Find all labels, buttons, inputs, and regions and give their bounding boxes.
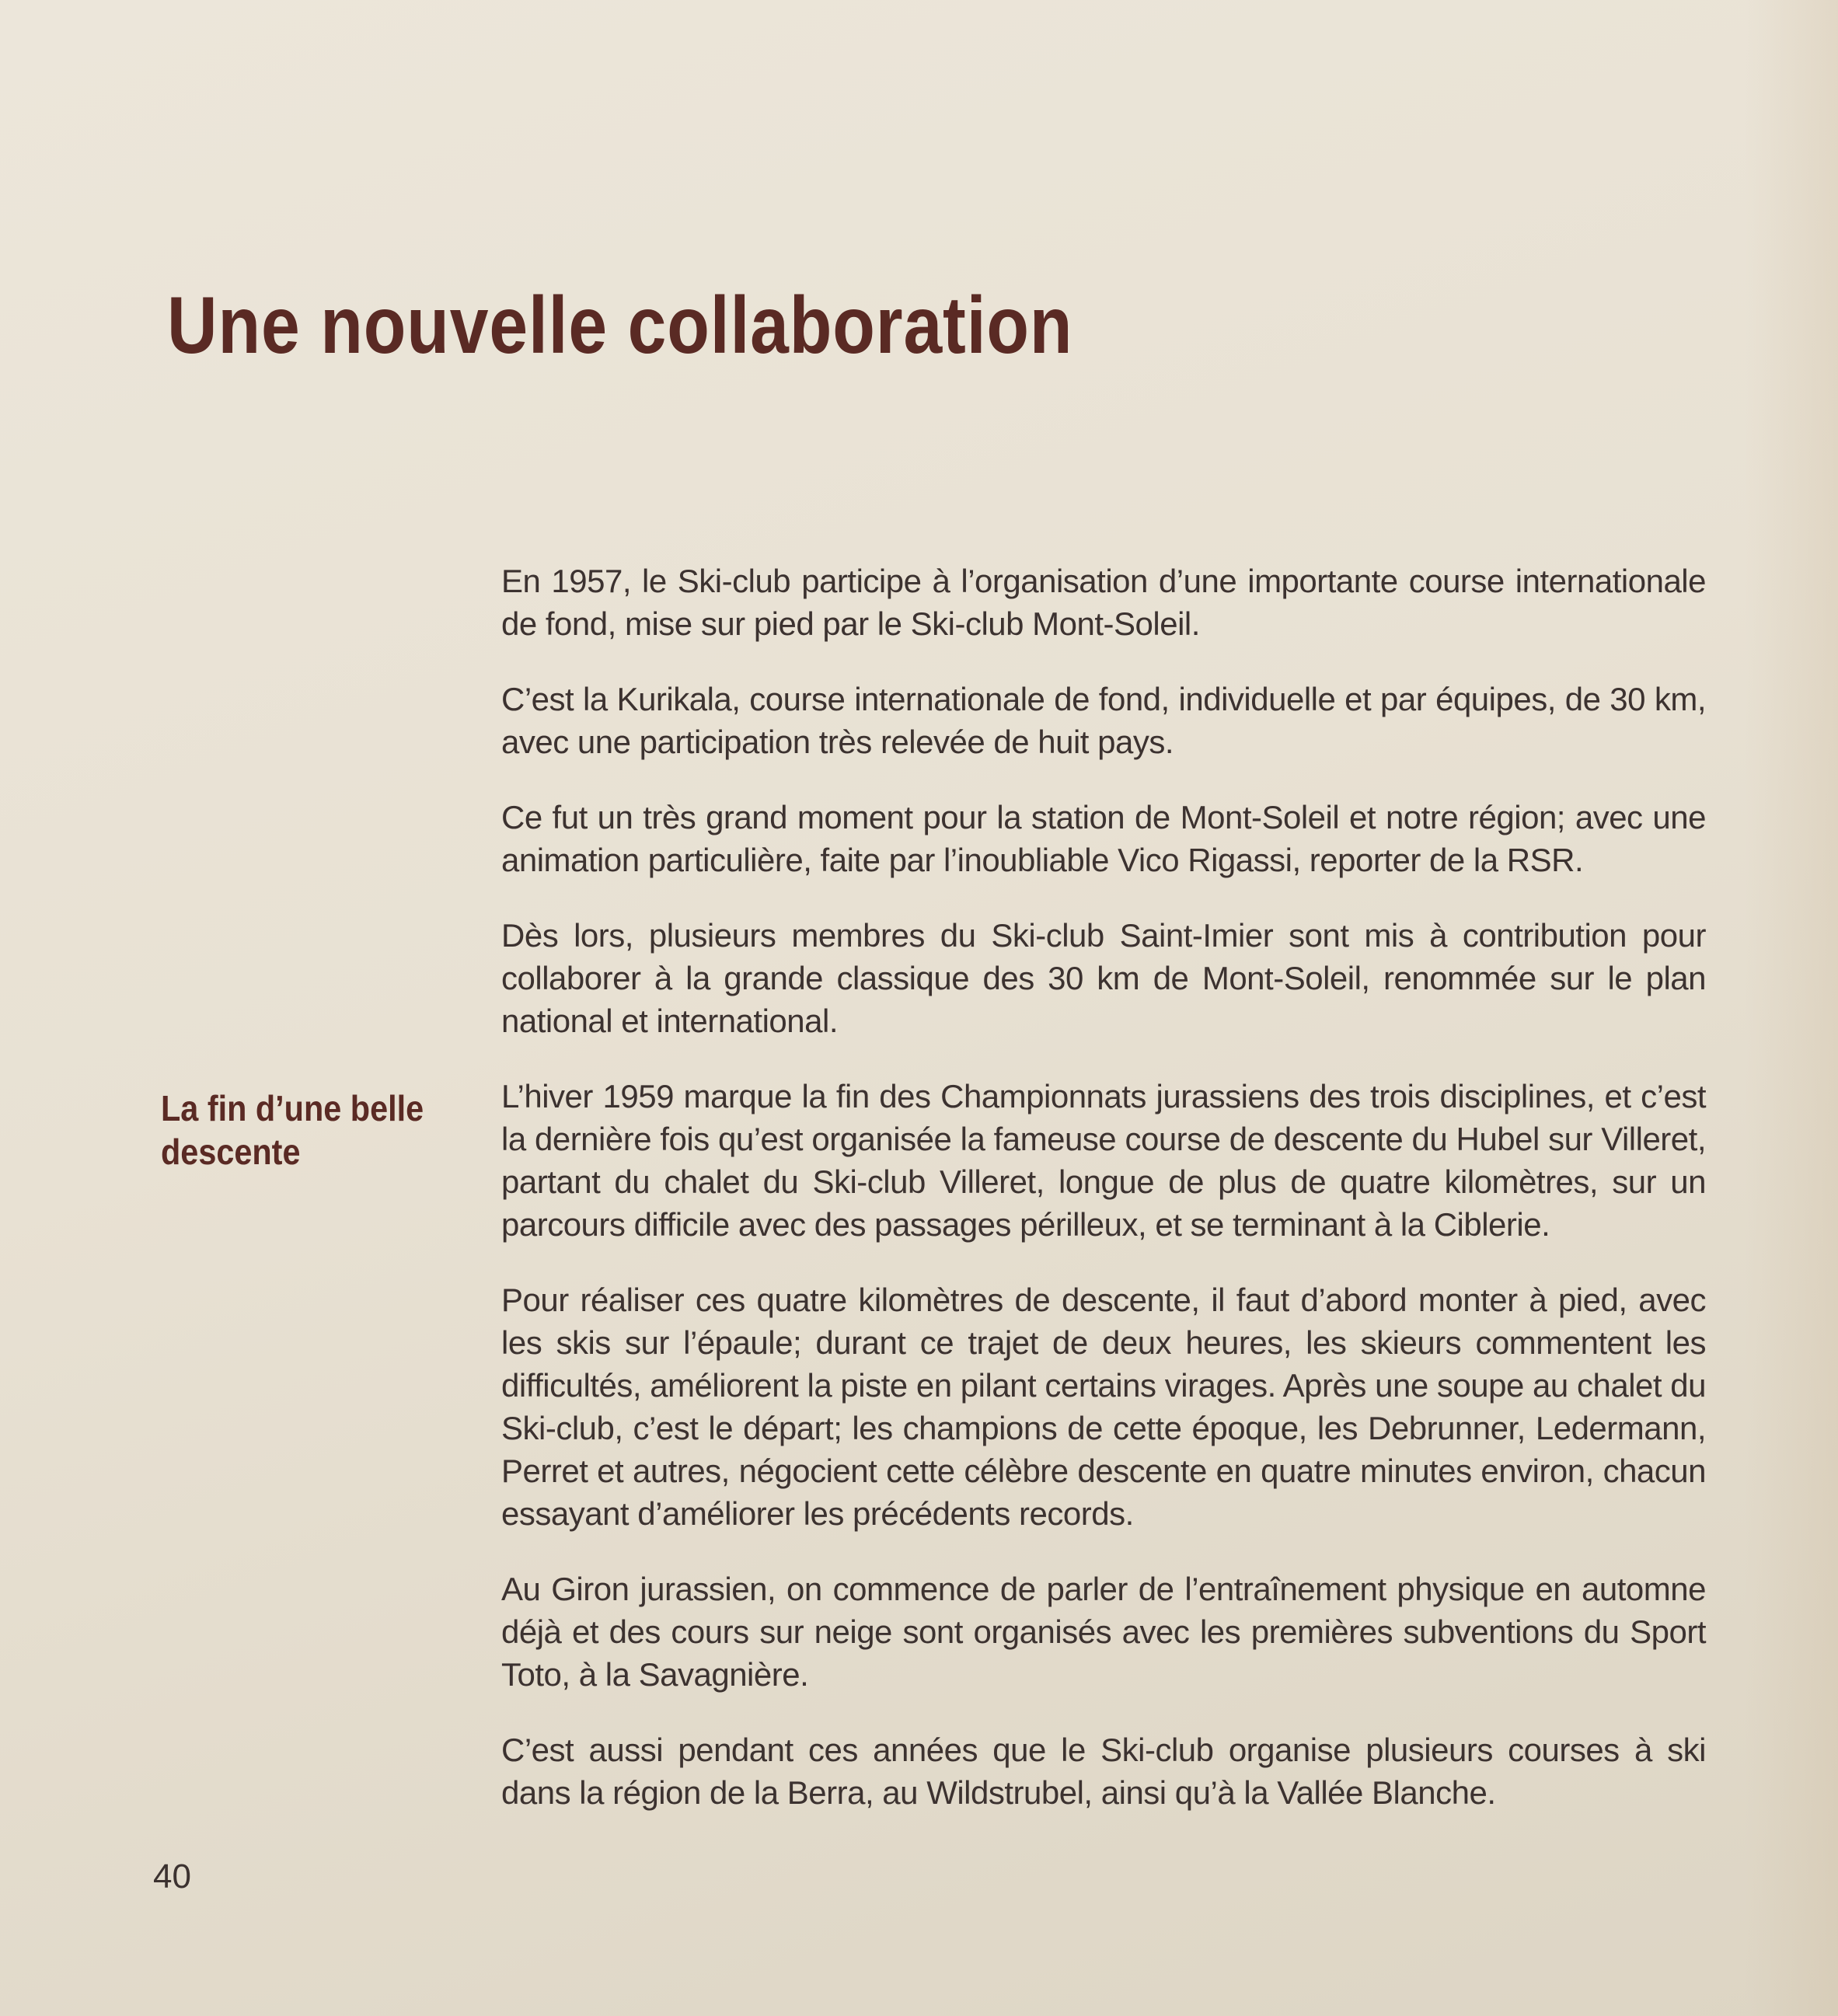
paragraph: C’est aussi pendant ces années que le Ski-club organise plusieurs courses à ski dans la région de la Berra, au Wildstrubel, ainsi qu’à la Vallée Blanche.: [501, 1732, 1706, 1811]
side-heading: La fin d’une belle descente: [161, 1088, 424, 1172]
paragraph: L’hiver 1959 marque la fin des Championnats jurassiens des trois disciplines, et c’est la dernière fois qu’est organisée la fameuse course de descente du Hubel sur Villeret, partant du chalet du Ski-club Villeret, longue de plus de quatre kilomètres, sur un parcours difficile avec des passages périlleux, et se terminant à la Ciblerie.: [501, 1078, 1706, 1243]
paragraph: En 1957, le Ski-club participe à l’organisation d’une importante course internationale de fond, mise sur pied par le Ski-club Mont-Soleil.: [501, 563, 1706, 642]
paragraph: Pour réaliser ces quatre kilomètres de descente, il faut d’abord monter à pied, avec les skis sur l’épaule; durant ce trajet de deux heures, les skieurs commentent les difficultés, améliorent la piste en pilant certains virages. Après une soupe au chalet du Ski-club, c’est le départ; les champions de cette époque, les Debrunner, Ledermann, Perret et autres, négocient cette célèbre descente en quatre minutes environ, chacun essayant d’améliorer les précédents records.: [501, 1282, 1706, 1532]
page-title: Une nouvelle collaboration: [167, 281, 1073, 371]
paragraph: Ce fut un très grand moment pour la station de Mont-Soleil et notre région; avec une animation particulière, faite par l’inoubliable Vico Rigassi, reporter de la RSR.: [501, 799, 1706, 878]
paragraph: Dès lors, plusieurs membres du Ski-club Saint-Imier sont mis à contribution pour collaborer à la grande classique des 30 km de Mont-Soleil, renommée sur le plan national et international.: [501, 917, 1706, 1039]
page-number: 40: [153, 1857, 191, 1896]
paragraph: C’est la Kurikala, course internationale de fond, individuelle et par équipes, de 30 km, avec une participation très relevée de huit pays.: [501, 681, 1706, 760]
page-edge-shadow: [1745, 0, 1838, 2016]
body-text: [501, 560, 1706, 1847]
paragraph: Au Giron jurassien, on commence de parler de l’entraînement physique en automne déjà et des cours sur neige sont organisés avec les premières subventions du Sport Toto, à la Savagnière.: [501, 1571, 1706, 1693]
